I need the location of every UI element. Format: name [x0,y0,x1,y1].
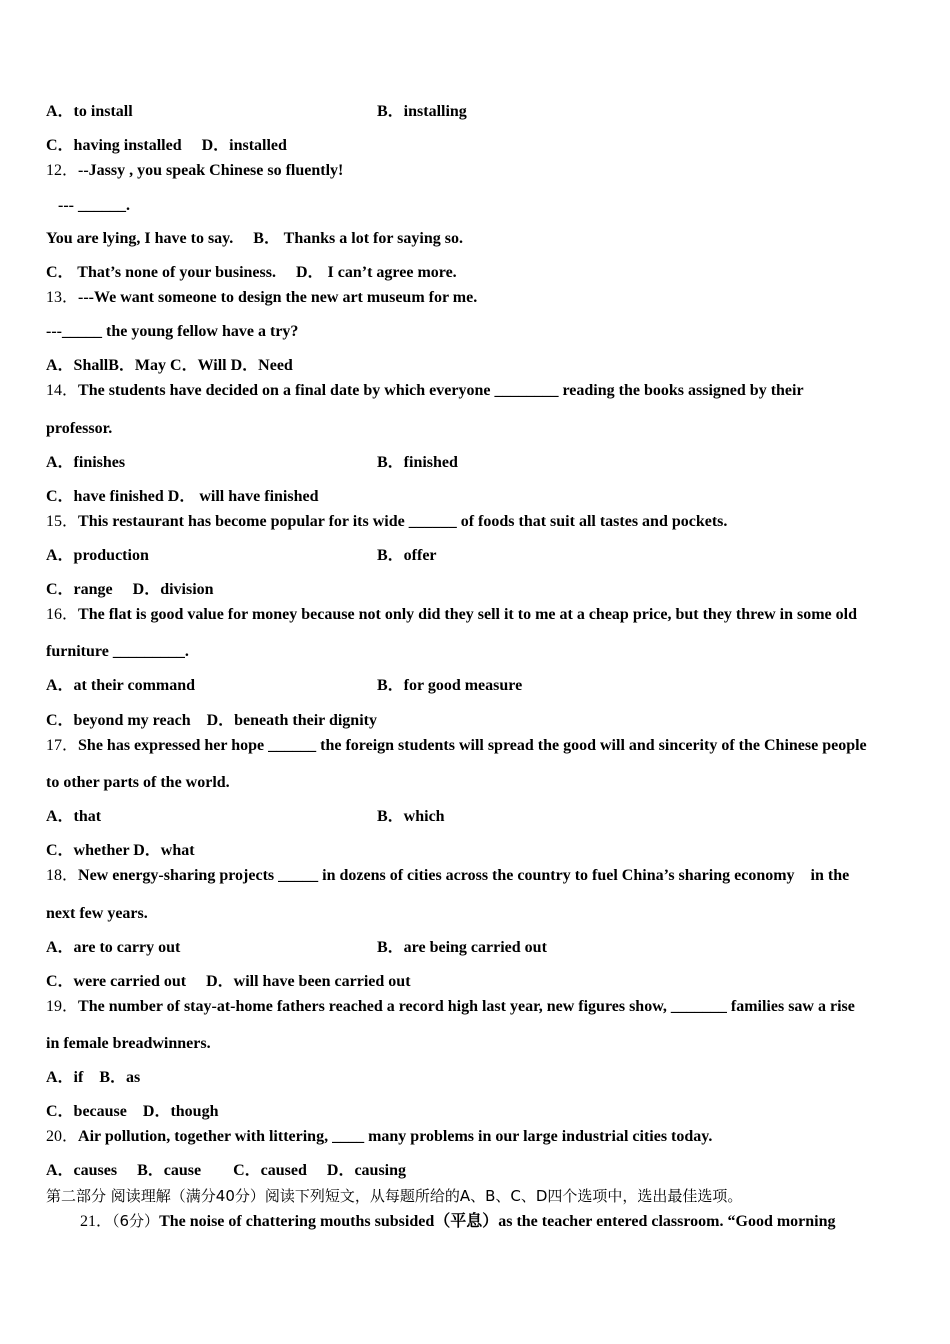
q21-number: 21． [80,1213,113,1230]
q19-stem [46,997,855,1017]
q20-text: Air pollution, together with littering, ____ many problems in our large industrial cities today. [78,1128,713,1145]
q14-options-cd: C．have finished D． will have finished [46,488,319,505]
q19-options-cd: C．because D．though [46,1103,219,1120]
q14-text: The students have decided on a final date by which everyone ________ reading the books assigned by their [78,382,804,399]
q19-text: The number of stay-at-home fathers reached a record high last year, new figures show, _______ families saw a rise [78,998,855,1015]
q13-reply: ---_____ the young fellow have a try? [46,323,299,340]
q11-option-a: A．to install [46,103,133,120]
q16-option-a: A．at their command [46,677,196,694]
q15-options-cd: C．range D．division [46,581,214,598]
q17-option-b: B．which [377,808,445,825]
q20-stem [46,1127,712,1147]
q18-text: New energy-sharing projects _____ in dozens of cities across the country to fuel China’s sharing economy in the [78,867,850,884]
q13-number: 13． [46,289,79,306]
q17-text: She has expressed her hope ______ the foreign students will spread the good will and sincerity of the Chinese people [78,737,867,754]
q16-number: 16． [46,606,79,623]
q17-number: 17． [46,737,79,754]
q11-option-b: B．installing [377,103,467,120]
q16-option-b: B．for good measure [377,677,523,694]
q21-text: The noise of chattering mouths subsided（平息）as the teacher entered classroom. “Good morning [159,1213,836,1230]
q19-stem-cont: in female breadwinners. [46,1035,211,1052]
q12-text: --Jassy , you speak Chinese so fluently! [78,162,344,179]
q18-stem [46,866,849,886]
q11-options-cd: C．having installed D．installed [46,137,287,154]
q17-stem [46,736,867,756]
q15-number: 15． [46,513,79,530]
q13-stem [46,288,477,308]
q13-text: ---We want someone to design the new art museum for me. [78,289,478,306]
q20-number: 20． [46,1128,79,1145]
q18-number: 18． [46,867,79,884]
q14-option-a: A．finishes [46,454,126,471]
q15-text: This restaurant has become popular for its wide ______ of foods that suit all tastes and pockets. [78,513,728,530]
q14-stem [46,381,804,401]
q15-stem [46,512,727,532]
q13-options: A．ShallB．May C．Will D．Need [46,357,293,374]
q12-options-cd: C． That’s none of your business. D． I can’t agree more. [46,264,457,281]
q19-options-ab: A．if B．as [46,1069,141,1086]
q16-stem [46,605,857,625]
q17-option-a: A．that [46,808,102,825]
q21-text-line [80,1211,836,1232]
q16-options-cd: C．beyond my reach D．beneath their dignity [46,712,377,729]
q18-stem-cont: next few years. [46,905,148,922]
q14-option-b: B．finished [377,454,458,471]
q17-stem-cont: to other parts of the world. [46,774,230,791]
q16-text: The flat is good value for money because not only did they sell it to me at a cheap price, but they threw in some old [78,606,857,623]
q15-option-b: B．offer [377,547,437,564]
q17-options-cd: C．whether D．what [46,842,195,859]
section2-heading: 第二部分 阅读理解（满分40分）阅读下列短文，从每题所给的A、B、C、D四个选项中，选出最佳选项。 [46,1187,743,1205]
q21-score: （6分） [112,1212,160,1230]
q18-option-b: B．are being carried out [377,939,547,956]
q15-option-a: A．production [46,547,149,564]
q14-stem-cont: professor. [46,420,113,437]
q20-options: A．causes B．cause C．caused D．causing [46,1162,407,1179]
q19-number: 19． [46,998,79,1015]
q12-reply: --- ______. [58,197,130,214]
q18-options-cd: C．were carried out D．will have been carried out [46,973,411,990]
q12-options-ab: You are lying, I have to say. B． Thanks a lot for saying so. [46,230,463,247]
q12-stem [46,161,343,181]
q14-number: 14． [46,382,79,399]
q18-option-a: A．are to carry out [46,939,181,956]
q16-stem-cont: furniture _________. [46,643,189,660]
q12-number: 12． [46,162,79,179]
